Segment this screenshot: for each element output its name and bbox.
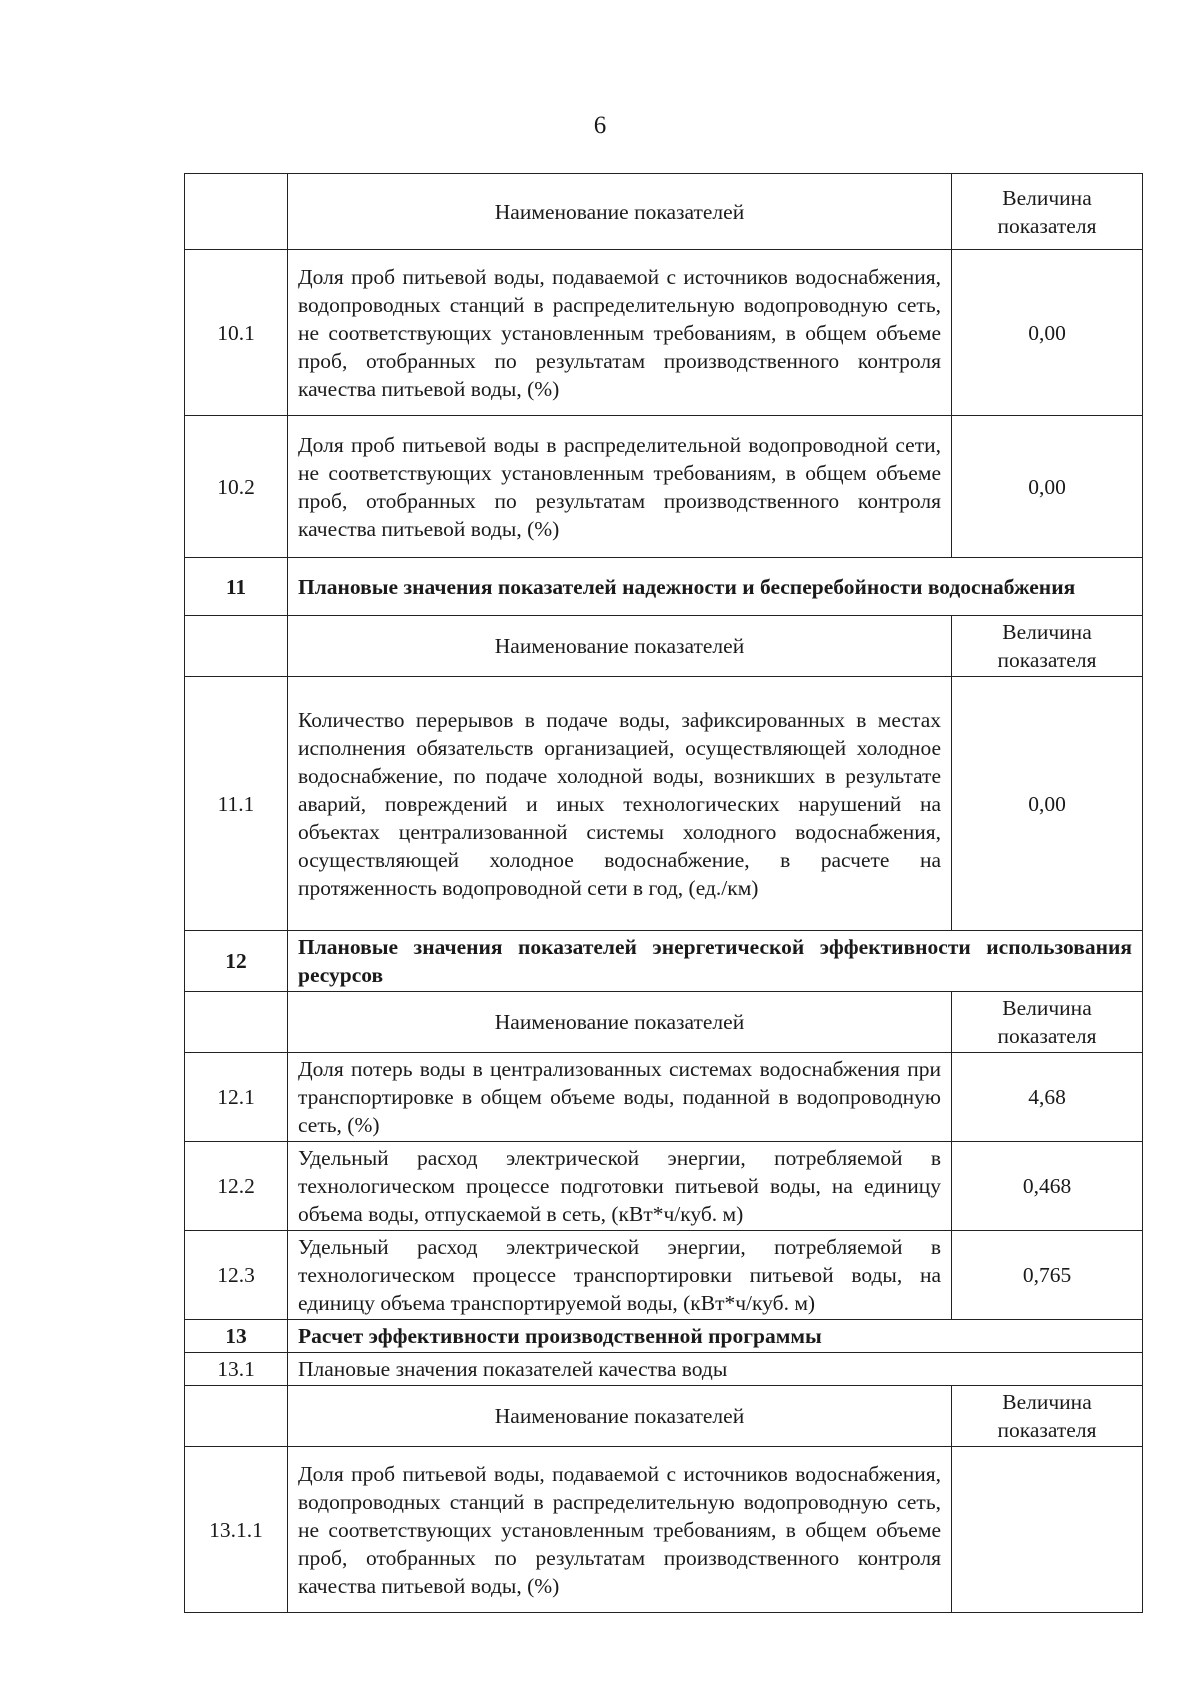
row-text: Доля проб питьевой воды, подаваемой с источников водоснабжения, водопроводных станций в распределительную водопроводную сеть, не соответствующих установленным требованиям, в общем объеме проб, отобранных по результатам производственного контроля качества питьевой воды, (%) [288,1447,952,1613]
table-row [185,416,1143,558]
section-title: Расчет эффективности производственной программы [288,1320,1143,1353]
header-name-cell: Наименование показателей [288,174,952,250]
row-number: 10.2 [185,416,288,558]
header-number-cell [185,616,288,677]
header-name-cell: Наименование показателей [288,992,952,1053]
subsection-row [185,1353,1143,1386]
row-text: Удельный расход электрической энергии, потребляемой в технологическом процессе транспортировки питьевой воды, на единицу объема транспортируемой воды, (кВт*ч/куб. м) [288,1231,952,1320]
header-name-cell: Наименование показателей [288,616,952,677]
header-number-cell [185,992,288,1053]
header-value-cell: Величина показателя [952,1386,1143,1447]
section-title: Плановые значения показателей надежности и бесперебойности водоснабжения [288,558,1143,616]
section-title: Плановые значения показателей энергетической эффективности использования ресурсов [288,931,1143,992]
section-number: 12 [185,931,288,992]
section-row [185,1320,1143,1353]
table-row [185,250,1143,416]
table-row [185,677,1143,931]
row-number: 13.1.1 [185,1447,288,1613]
table-row [185,1231,1143,1320]
header-value-cell: Величина показателя [952,616,1143,677]
section-number: 11 [185,558,288,616]
row-value: 0,468 [952,1142,1143,1231]
header-value-cell: Величина показателя [952,992,1143,1053]
section-number: 13 [185,1320,288,1353]
row-value: 0,765 [952,1231,1143,1320]
row-number: 12.1 [185,1053,288,1142]
header-number-cell [185,1386,288,1447]
row-value [952,1447,1143,1613]
row-text: Количество перерывов в подаче воды, зафиксированных в местах исполнения обязательств организацией, осуществляющей холодное водоснабжение, по подаче холодной воды, возникших в результате аварий, повреждений и иных технологических нарушений на объектах централизованной системы холодного водоснабжения, осуществляющей холодное водоснабжение, в расчете на протяженность водопроводной сети в год, (ед./км) [288,677,952,931]
header-value-cell: Величина показателя [952,174,1143,250]
table-header-row [185,174,1143,250]
subsection-number: 13.1 [185,1353,288,1386]
row-value: 0,00 [952,250,1143,416]
table-row [185,1142,1143,1231]
table-row [185,1053,1143,1142]
table-header-row [185,1386,1143,1447]
header-number-cell [185,174,288,250]
row-number: 12.3 [185,1231,288,1320]
header-name-cell: Наименование показателей [288,1386,952,1447]
section-row [185,931,1143,992]
section-row [185,558,1143,616]
row-value: 4,68 [952,1053,1143,1142]
row-text: Доля проб питьевой воды, подаваемой с источников водоснабжения, водопроводных станций в распределительную водопроводную сеть, не соответствующих установленным требованиям, в общем объеме проб, отобранных по результатам производственного контроля качества питьевой воды, (%) [288,250,952,416]
page-number: 6 [593,112,607,139]
indicators-table [184,173,1143,1613]
table-header-row [185,616,1143,677]
row-text: Удельный расход электрической энергии, потребляемой в технологическом процессе подготовки питьевой воды, на единицу объема воды, отпускаемой в сеть, (кВт*ч/куб. м) [288,1142,952,1231]
row-number: 11.1 [185,677,288,931]
row-number: 10.1 [185,250,288,416]
row-text: Доля проб питьевой воды в распределительной водопроводной сети, не соответствующих установленным требованиям, в общем объеме проб, отобранных по результатам производственного контроля качества питьевой воды, (%) [288,416,952,558]
row-value: 0,00 [952,416,1143,558]
table-row [185,1447,1143,1613]
subsection-title: Плановые значения показателей качества воды [288,1353,1143,1386]
table-header-row [185,992,1143,1053]
row-text: Доля потерь воды в централизованных системах водоснабжения при транспортировке в общем объеме воды, поданной в водопроводную сеть, (%) [288,1053,952,1142]
row-value: 0,00 [952,677,1143,931]
row-number: 12.2 [185,1142,288,1231]
